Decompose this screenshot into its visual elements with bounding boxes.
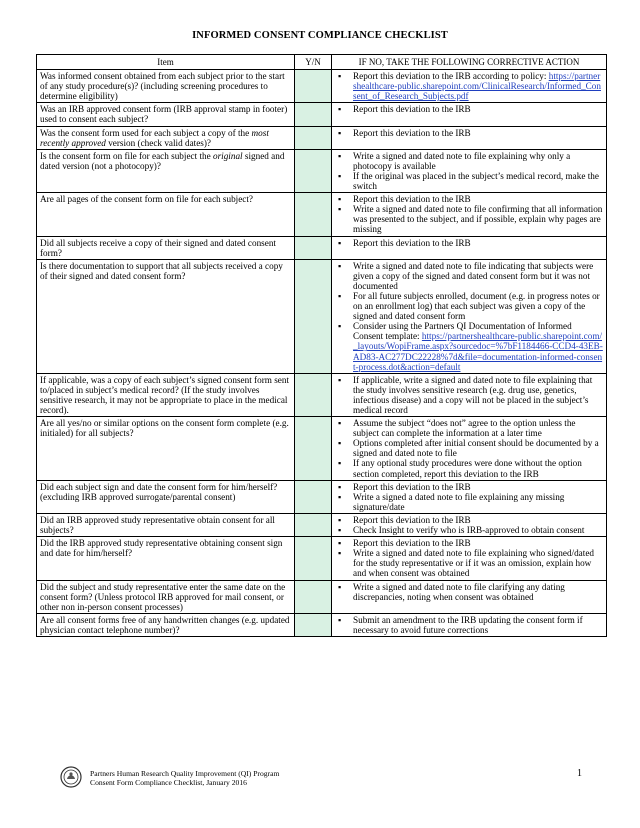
checklist-item: If applicable, was a copy of each subject’s signed consent form sent to/placed in subject’s medical record? (If the study involves sensitive research, it may not be appropriate to place in the medical record). bbox=[37, 373, 295, 416]
action-text: If any optional study procedures were done without the option section completed, report this deviation to the IRB bbox=[353, 458, 582, 479]
checklist-item: Did all subjects receive a copy of their signed and dated consent form? bbox=[37, 236, 295, 259]
action-text: Submit an amendment to the IRB updating the consent form if necessary to avoid future corrections bbox=[353, 614, 583, 635]
action-bullet bbox=[347, 582, 603, 602]
action-bullet bbox=[347, 104, 603, 114]
checklist-item: Was informed consent obtained from each subject prior to the start of any study procedure(s)? (including screening procedures to determine eligibility) bbox=[37, 70, 295, 103]
checklist-item bbox=[37, 149, 295, 192]
corrective-action bbox=[332, 259, 607, 373]
action-bullet bbox=[347, 375, 603, 415]
corrective-action bbox=[332, 580, 607, 613]
action-text: Write a signed and dated note to file clarifying any dating discrepancies, noting when consent was obtained bbox=[353, 581, 565, 602]
action-bullet bbox=[347, 492, 603, 512]
yn-header: Y/N bbox=[295, 55, 332, 70]
header-row bbox=[37, 55, 607, 70]
corrective-action bbox=[332, 537, 607, 580]
action-bullet bbox=[347, 458, 603, 478]
corrective-action bbox=[332, 373, 607, 416]
action-bullet bbox=[347, 515, 603, 525]
action-bullet bbox=[347, 482, 603, 492]
table-row bbox=[37, 103, 607, 126]
page-footer bbox=[60, 766, 600, 796]
action-bullet bbox=[347, 261, 603, 291]
yn-input-cell[interactable] bbox=[295, 480, 332, 513]
yn-input-cell[interactable] bbox=[295, 613, 332, 636]
yn-input-cell[interactable] bbox=[295, 193, 332, 236]
checklist-item: Are all yes/no or similar options on the consent form complete (e.g. initialed) for all subjects? bbox=[37, 417, 295, 481]
yn-input-cell[interactable] bbox=[295, 417, 332, 481]
table-row bbox=[37, 126, 607, 149]
yn-input-cell[interactable] bbox=[295, 259, 332, 373]
yn-input-cell[interactable] bbox=[295, 149, 332, 192]
corrective-action bbox=[332, 193, 607, 236]
checklist-item: Did an IRB approved study representative obtain consent for all subjects? bbox=[37, 513, 295, 536]
yn-input-cell[interactable] bbox=[295, 236, 332, 259]
action-bullet bbox=[347, 238, 603, 248]
yn-input-cell[interactable] bbox=[295, 126, 332, 149]
action-bullet bbox=[347, 71, 603, 101]
table-row bbox=[37, 193, 607, 236]
action-bullet bbox=[347, 204, 603, 234]
action-header: IF NO, TAKE THE FOLLOWING CORRECTIVE ACTION bbox=[332, 55, 607, 70]
yn-input-cell[interactable] bbox=[295, 537, 332, 580]
checklist-item: Did the subject and study representative enter the same date on the consent form? (Unless protocol IRB approved for mail consent, or other non in-person consent processes) bbox=[37, 580, 295, 613]
action-bullet bbox=[347, 321, 603, 371]
action-text: Report this deviation to the IRB according to policy: bbox=[353, 71, 549, 82]
action-text: If the original was placed in the subject’s medical record, make the switch bbox=[353, 170, 599, 192]
action-text: Report this deviation to the IRB bbox=[353, 127, 471, 138]
corrective-action bbox=[332, 480, 607, 513]
action-text: Write a signed and dated note to file explaining who signed/dated for the study representative or if it was an omission, explain how and when consent was obtained bbox=[353, 548, 594, 579]
item-text: signed and dated version (not a photocopy)? bbox=[40, 150, 285, 171]
checklist-item: Was an IRB approved consent form (IRB approval stamp in footer) used to consent each subject? bbox=[37, 103, 295, 126]
table-row bbox=[37, 417, 607, 481]
item-text: Was the consent form used for each subject a copy of the bbox=[40, 127, 252, 138]
table-row bbox=[37, 580, 607, 613]
corrective-action bbox=[332, 513, 607, 536]
action-text: Report this deviation to the IRB bbox=[353, 538, 471, 549]
action-bullet bbox=[347, 128, 603, 138]
yn-input-cell[interactable] bbox=[295, 580, 332, 613]
checklist-table bbox=[36, 54, 607, 637]
policy-link[interactable]: https://partnershealthcare-public.sharepoint.com/ClinicalResearch/Informed_Consent_of_Research_Subjects.pdf bbox=[353, 71, 601, 102]
table-row bbox=[37, 513, 607, 536]
item-header: Item bbox=[37, 55, 295, 70]
action-bullet bbox=[347, 194, 603, 204]
item-emphasis: original bbox=[212, 150, 243, 161]
action-text: Report this deviation to the IRB bbox=[353, 104, 471, 115]
action-bullet bbox=[347, 291, 603, 321]
yn-input-cell[interactable] bbox=[295, 373, 332, 416]
action-text: For all future subjects enrolled, document (e.g. in progress notes or on an enrollment log) that each subject was given a copy of the signed and dated consent form bbox=[353, 290, 600, 322]
checklist-item: Is there documentation to support that all subjects received a copy of their signed and dated consent form? bbox=[37, 259, 295, 373]
partners-seal-logo bbox=[60, 766, 82, 788]
yn-input-cell[interactable] bbox=[295, 70, 332, 103]
corrective-action bbox=[332, 236, 607, 259]
action-text: Check Insight to verify who is IRB-approved to obtain consent bbox=[353, 525, 585, 536]
corrective-action bbox=[332, 149, 607, 192]
page-number: 1 bbox=[577, 768, 582, 779]
action-text: Report this deviation to the IRB bbox=[353, 481, 471, 492]
action-text: Assume the subject “does not” agree to the option unless the subject can complete the information at a later time bbox=[353, 418, 576, 439]
checklist-item bbox=[37, 126, 295, 149]
corrective-action bbox=[332, 103, 607, 126]
action-text: Report this deviation to the IRB bbox=[353, 237, 471, 248]
action-text: Report this deviation to the IRB bbox=[353, 514, 471, 525]
table-row bbox=[37, 259, 607, 373]
checklist-item: Are all pages of the consent form on file for each subject? bbox=[37, 193, 295, 236]
table-row bbox=[37, 373, 607, 416]
yn-input-cell[interactable] bbox=[295, 103, 332, 126]
table-row bbox=[37, 613, 607, 636]
checklist-item: Did the IRB approved study representative obtaining consent sign and date for him/herself? bbox=[37, 537, 295, 580]
corrective-action bbox=[332, 126, 607, 149]
footer-doc: Consent Form Compliance Checklist, January 2016 bbox=[90, 778, 247, 787]
checklist-item: Are all consent forms free of any handwritten changes (e.g. updated physician contact telephone number)? bbox=[37, 613, 295, 636]
policy-link[interactable]: https://partnershealthcare-public.sharepoint.com/_layouts/WopiFrame.aspx?sourcedoc=%7bF1184466-CCD4-43EB-AD83-AC277DC22228%7d&file=documentation-informed-consent-process.dot&action=default bbox=[353, 331, 603, 372]
action-text: Options completed after initial consent should be documented by a signed and dated note to file bbox=[353, 438, 599, 459]
action-text: Write a signed and dated note to file confirming that all information was presented to the subject, and if possible, explain why pages are missing bbox=[353, 204, 603, 235]
action-text: Write a signed a dated note to file explaining any missing signature/date bbox=[353, 491, 565, 512]
item-text: Is the consent form on file for each subject the bbox=[40, 150, 213, 161]
action-bullet bbox=[347, 525, 603, 535]
footer-text bbox=[90, 769, 279, 787]
checklist-item: Did each subject sign and date the consent form for him/herself? (excluding IRB approved surrogate/parental consent) bbox=[37, 480, 295, 513]
table-row bbox=[37, 537, 607, 580]
corrective-action bbox=[332, 613, 607, 636]
action-bullet bbox=[347, 171, 603, 191]
footer-program: Partners Human Research Quality Improvement (QI) Program bbox=[90, 769, 280, 778]
corrective-action bbox=[332, 70, 607, 103]
yn-input-cell[interactable] bbox=[295, 513, 332, 536]
item-emphasis: most recently approved bbox=[40, 127, 269, 148]
corrective-action bbox=[332, 417, 607, 481]
action-bullet bbox=[347, 538, 603, 548]
action-bullet bbox=[347, 151, 603, 171]
table-row bbox=[37, 70, 607, 103]
table-row bbox=[37, 236, 607, 259]
action-text: Write a signed and dated note to file indicating that subjects were given a copy of the signed and dated consent form but it was not documented bbox=[353, 260, 594, 291]
action-text: Report this deviation to the IRB bbox=[353, 194, 471, 205]
item-text: version (check valid dates)? bbox=[105, 137, 212, 148]
action-text: Consider using the Partners QI Documentation of Informed Consent template: bbox=[353, 321, 572, 342]
table-row bbox=[37, 480, 607, 513]
action-bullet bbox=[347, 438, 603, 458]
action-bullet bbox=[347, 418, 603, 438]
action-bullet bbox=[347, 615, 603, 635]
page-title: INFORMED CONSENT COMPLIANCE CHECKLIST bbox=[192, 30, 448, 41]
table-row bbox=[37, 149, 607, 192]
action-bullet bbox=[347, 548, 603, 578]
action-text: Write a signed and dated note to file explaining why only a photocopy is available bbox=[353, 150, 571, 171]
action-text: If applicable, write a signed and dated note to file explaining that the study involves sensitive research (e.g. drug use, genetics, infectious disease) and a copy will not be placed in the subject’s medical record bbox=[353, 374, 593, 415]
